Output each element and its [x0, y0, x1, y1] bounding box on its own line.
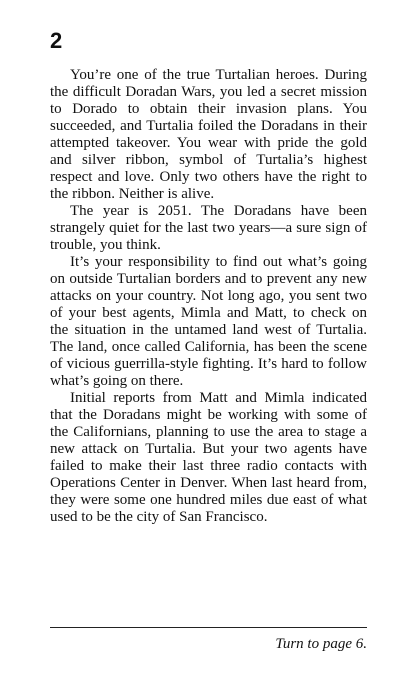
footer-divider — [50, 627, 367, 628]
body-text — [50, 67, 367, 526]
paragraph: You’re one of the true Turtalian heroes. During the difficult Doradan Wars, you led a secret mission to Dorado to obtain their invasion plans. You succeeded, and Turtalia foiled the Doradans in their attempted takeover. You wear with pride the gold and silver ribbon, symbol of Turtalia’s highest respect and love. Only two others have the right to the ribbon. Neither is alive. — [50, 67, 367, 202]
paragraph: Initial reports from Matt and Mimla indicated that the Doradans might be working with some of the Californians, planning to use the area to stage a new attack on Turtalia. But your two agents have failed to make their last three radio contacts with Operations Center in Denver. When last heard from, they were some one hundred miles due east of what used to be the city of San Francisco. — [50, 390, 367, 525]
paragraph: It’s your responsibility to find out what’s going on outside Turtalian borders and to prevent any new attacks on your country. Not long ago, you sent two of your best agents, Mimla and Matt, to check on the situation in the untamed land west of Turtalia. The land, once called California, has been the scene of vicious guerrilla-style fighting. It’s hard to follow what’s going on there. — [50, 254, 367, 389]
turn-to-page-instruction: Turn to page 6. — [275, 636, 367, 652]
page-number: 2 — [50, 28, 63, 53]
paragraph: The year is 2051. The Doradans have been strangely quiet for the last two years—a sure sign of trouble, you think. — [50, 203, 367, 253]
